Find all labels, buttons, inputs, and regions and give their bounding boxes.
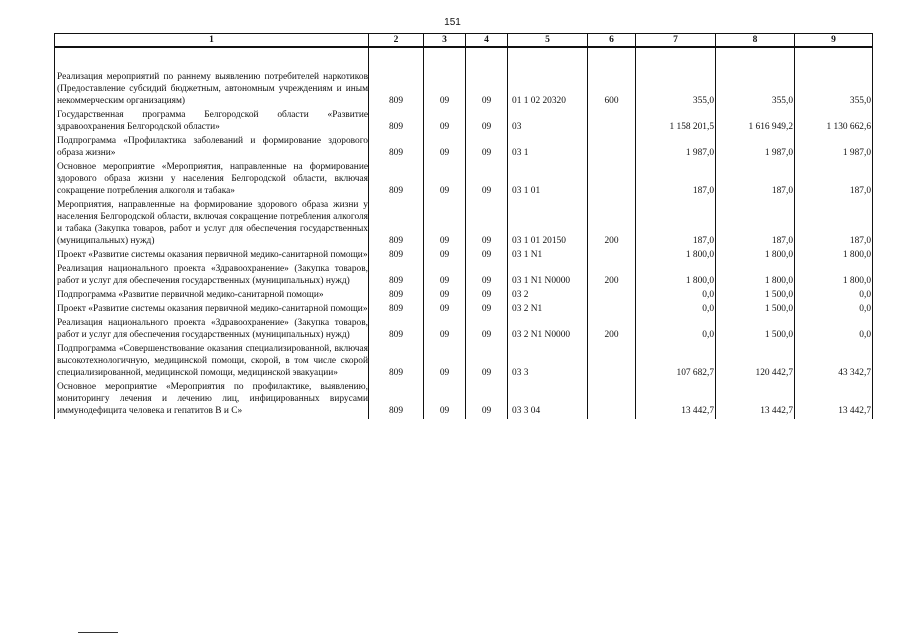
row-value-col7: 0,0 <box>636 317 716 343</box>
row-name: Проект «Развитие системы оказания первичной медико-санитарной помощи» <box>55 249 369 263</box>
row-value-col9: 43 342,7 <box>795 343 873 381</box>
row-admin-code: 809 <box>369 263 424 289</box>
row-section: 09 <box>424 109 466 135</box>
row-value-col7: 1 800,0 <box>636 249 716 263</box>
row-value-col9: 355,0 <box>795 71 873 109</box>
row-value-col8: 1 500,0 <box>716 317 795 343</box>
column-header: 4 <box>466 34 508 48</box>
row-target-code: 03 1 01 20150 <box>508 199 588 249</box>
row-expense-type <box>588 161 636 199</box>
row-target-code: 03 3 <box>508 343 588 381</box>
row-value-col7: 107 682,7 <box>636 343 716 381</box>
row-value-col7: 13 442,7 <box>636 381 716 419</box>
row-subsection: 09 <box>466 263 508 289</box>
row-expense-type: 200 <box>588 317 636 343</box>
row-target-code: 03 2 N1 N0000 <box>508 317 588 343</box>
row-value-col9: 0,0 <box>795 303 873 317</box>
row-section: 09 <box>424 71 466 109</box>
row-subsection: 09 <box>466 249 508 263</box>
row-value-col7: 0,0 <box>636 303 716 317</box>
row-value-col8: 1 500,0 <box>716 289 795 303</box>
row-name: Подпрограмма «Развитие первичной медико-санитарной помощи» <box>55 289 369 303</box>
row-subsection: 09 <box>466 199 508 249</box>
row-admin-code: 809 <box>369 161 424 199</box>
row-admin-code: 809 <box>369 199 424 249</box>
row-section: 09 <box>424 381 466 419</box>
row-value-col9: 187,0 <box>795 199 873 249</box>
row-value-col8: 1 987,0 <box>716 135 795 161</box>
row-subsection: 09 <box>466 343 508 381</box>
row-admin-code: 809 <box>369 249 424 263</box>
row-name: Основное мероприятие «Мероприятия по профилактике, выявлению, мониторингу лечения и лечению лиц, инфицированных вирусами иммунодефицита человека и гепатитов В и С» <box>55 381 369 419</box>
row-value-col8: 1 800,0 <box>716 263 795 289</box>
row-name: Проект «Развитие системы оказания первичной медико-санитарной помощи» <box>55 303 369 317</box>
column-header: 7 <box>636 34 716 48</box>
table-row <box>55 263 873 289</box>
page-number: 151 <box>444 17 461 28</box>
row-name: Мероприятия, направленные на формирование здорового образа жизни у населения Белгородской области, включая сокращение потребления алкоголя и табака (Закупка товаров, работ и услуг для обеспечения государственных (муниципальных) нужд) <box>55 199 369 249</box>
row-value-col8: 1 616 949,2 <box>716 109 795 135</box>
row-value-col7: 1 158 201,5 <box>636 109 716 135</box>
row-name: Подпрограмма «Профилактика заболеваний и формирование здорового образа жизни» <box>55 135 369 161</box>
row-admin-code: 809 <box>369 109 424 135</box>
row-expense-type <box>588 303 636 317</box>
row-value-col9: 0,0 <box>795 317 873 343</box>
row-expense-type: 200 <box>588 199 636 249</box>
row-section: 09 <box>424 135 466 161</box>
column-header: 3 <box>424 34 466 48</box>
row-admin-code: 809 <box>369 343 424 381</box>
table-row <box>55 303 873 317</box>
row-admin-code: 809 <box>369 71 424 109</box>
row-subsection: 09 <box>466 135 508 161</box>
row-target-code: 03 <box>508 109 588 135</box>
row-target-code: 03 2 <box>508 289 588 303</box>
row-expense-type <box>588 249 636 263</box>
row-section: 09 <box>424 249 466 263</box>
row-name: Реализация мероприятий по раннему выявлению потребителей наркотиков (Предоставление субсидий бюджетным, автономным учреждениям и иным некоммерческим организациям) <box>55 71 369 109</box>
row-expense-type <box>588 109 636 135</box>
row-expense-type: 600 <box>588 71 636 109</box>
table-row <box>55 199 873 249</box>
table-row <box>55 71 873 109</box>
row-value-col9: 13 442,7 <box>795 381 873 419</box>
row-target-code: 03 2 N1 <box>508 303 588 317</box>
row-value-col7: 1 987,0 <box>636 135 716 161</box>
table-row <box>55 381 873 419</box>
row-value-col9: 187,0 <box>795 161 873 199</box>
table-row <box>55 135 873 161</box>
row-subsection: 09 <box>466 71 508 109</box>
row-name: Реализация национального проекта «Здравоохранение» (Закупка товаров, работ и услуг для обеспечения государственных (муниципальных) нужд) <box>55 263 369 289</box>
row-target-code: 01 1 02 20320 <box>508 71 588 109</box>
column-header: 2 <box>369 34 424 48</box>
row-name: Государственная программа Белгородской области «Развитие здравоохранения Белгородской области» <box>55 109 369 135</box>
column-header: 5 <box>508 34 588 48</box>
column-header: 6 <box>588 34 636 48</box>
row-subsection: 09 <box>466 317 508 343</box>
row-value-col7: 1 800,0 <box>636 263 716 289</box>
row-value-col8: 1 500,0 <box>716 303 795 317</box>
row-value-col8: 120 442,7 <box>716 343 795 381</box>
row-value-col8: 1 800,0 <box>716 249 795 263</box>
row-expense-type <box>588 381 636 419</box>
row-expense-type <box>588 343 636 381</box>
table-row <box>55 161 873 199</box>
row-value-col7: 187,0 <box>636 199 716 249</box>
row-expense-type <box>588 135 636 161</box>
row-section: 09 <box>424 343 466 381</box>
budget-table <box>54 33 873 419</box>
row-name: Реализация национального проекта «Здравоохранение» (Закупка товаров, работ и услуг для обеспечения государственных (муниципальных) нужд) <box>55 317 369 343</box>
row-name: Основное мероприятие «Мероприятия, направленные на формирование здорового образа жизни у населения Белгородской области, включая сокращение потребления алкоголя и табака» <box>55 161 369 199</box>
row-admin-code: 809 <box>369 135 424 161</box>
row-section: 09 <box>424 317 466 343</box>
row-value-col9: 1 800,0 <box>795 263 873 289</box>
row-section: 09 <box>424 199 466 249</box>
row-section: 09 <box>424 263 466 289</box>
row-target-code: 03 1 N1 <box>508 249 588 263</box>
header-row <box>55 34 873 48</box>
column-header: 9 <box>795 34 873 48</box>
row-target-code: 03 3 04 <box>508 381 588 419</box>
row-admin-code: 809 <box>369 381 424 419</box>
row-subsection: 09 <box>466 289 508 303</box>
row-admin-code: 809 <box>369 289 424 303</box>
row-value-col7: 187,0 <box>636 161 716 199</box>
row-value-col8: 355,0 <box>716 71 795 109</box>
row-name: Подпрограмма «Совершенствование оказания специализированной, включая высокотехнологичную, медицинской помощи, скорой, в том числе скорой специализированной, медицинской помощи, медицинской эвакуации» <box>55 343 369 381</box>
row-target-code: 03 1 <box>508 135 588 161</box>
row-value-col9: 1 130 662,6 <box>795 109 873 135</box>
spacer-row <box>55 47 873 71</box>
row-admin-code: 809 <box>369 303 424 317</box>
footnote-line <box>78 632 118 633</box>
row-expense-type <box>588 289 636 303</box>
table-row <box>55 289 873 303</box>
row-subsection: 09 <box>466 109 508 135</box>
row-subsection: 09 <box>466 303 508 317</box>
table-row <box>55 109 873 135</box>
row-section: 09 <box>424 161 466 199</box>
row-value-col7: 0,0 <box>636 289 716 303</box>
row-value-col8: 187,0 <box>716 199 795 249</box>
row-value-col9: 0,0 <box>795 289 873 303</box>
column-header: 8 <box>716 34 795 48</box>
column-header: 1 <box>55 34 369 48</box>
row-subsection: 09 <box>466 381 508 419</box>
row-admin-code: 809 <box>369 317 424 343</box>
row-value-col9: 1 800,0 <box>795 249 873 263</box>
row-value-col7: 355,0 <box>636 71 716 109</box>
table-row <box>55 249 873 263</box>
row-expense-type: 200 <box>588 263 636 289</box>
row-subsection: 09 <box>466 161 508 199</box>
row-value-col9: 1 987,0 <box>795 135 873 161</box>
row-value-col8: 187,0 <box>716 161 795 199</box>
row-section: 09 <box>424 303 466 317</box>
table-row <box>55 343 873 381</box>
table-row <box>55 317 873 343</box>
row-value-col8: 13 442,7 <box>716 381 795 419</box>
row-target-code: 03 1 N1 N0000 <box>508 263 588 289</box>
row-target-code: 03 1 01 <box>508 161 588 199</box>
row-section: 09 <box>424 289 466 303</box>
